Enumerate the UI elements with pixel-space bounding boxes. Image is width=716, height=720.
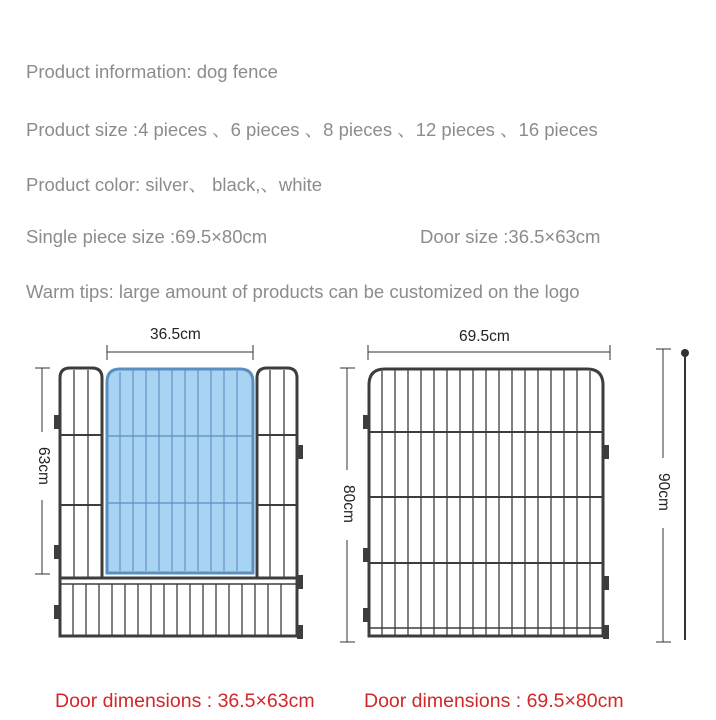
product-size: Product size :4 pieces 、6 pieces 、8 pieces 、12 pieces 、16 pieces [26,119,598,140]
warm-tips: Warm tips: large amount of products can be customized on the logo [26,281,580,302]
door-height-label: 63cm [34,447,52,485]
door-width-label: 36.5cm [150,326,201,343]
door-caption: Door dimensions : 36.5×63cm [55,690,315,712]
door-fence-bottom-bars [73,584,281,636]
panel-bars [382,370,590,636]
panel-height-label: 80cm [339,485,357,523]
panel-figure [340,345,610,642]
product-color: Product color: silver、 black,、white [26,174,323,195]
single-piece-size: Single piece size :69.5×80cm [26,226,268,247]
door-fence-figure [35,345,303,639]
panel-caption: Door dimensions : 69.5×80cm [364,690,624,712]
product-information: Product information: dog fence [26,61,278,82]
panel-width-label: 69.5cm [459,328,510,345]
door-size: Door size :36.5×63cm [420,226,601,247]
door-highlight [107,369,253,573]
total-height-label: 90cm [654,473,672,511]
height-rod-knob [681,349,689,357]
